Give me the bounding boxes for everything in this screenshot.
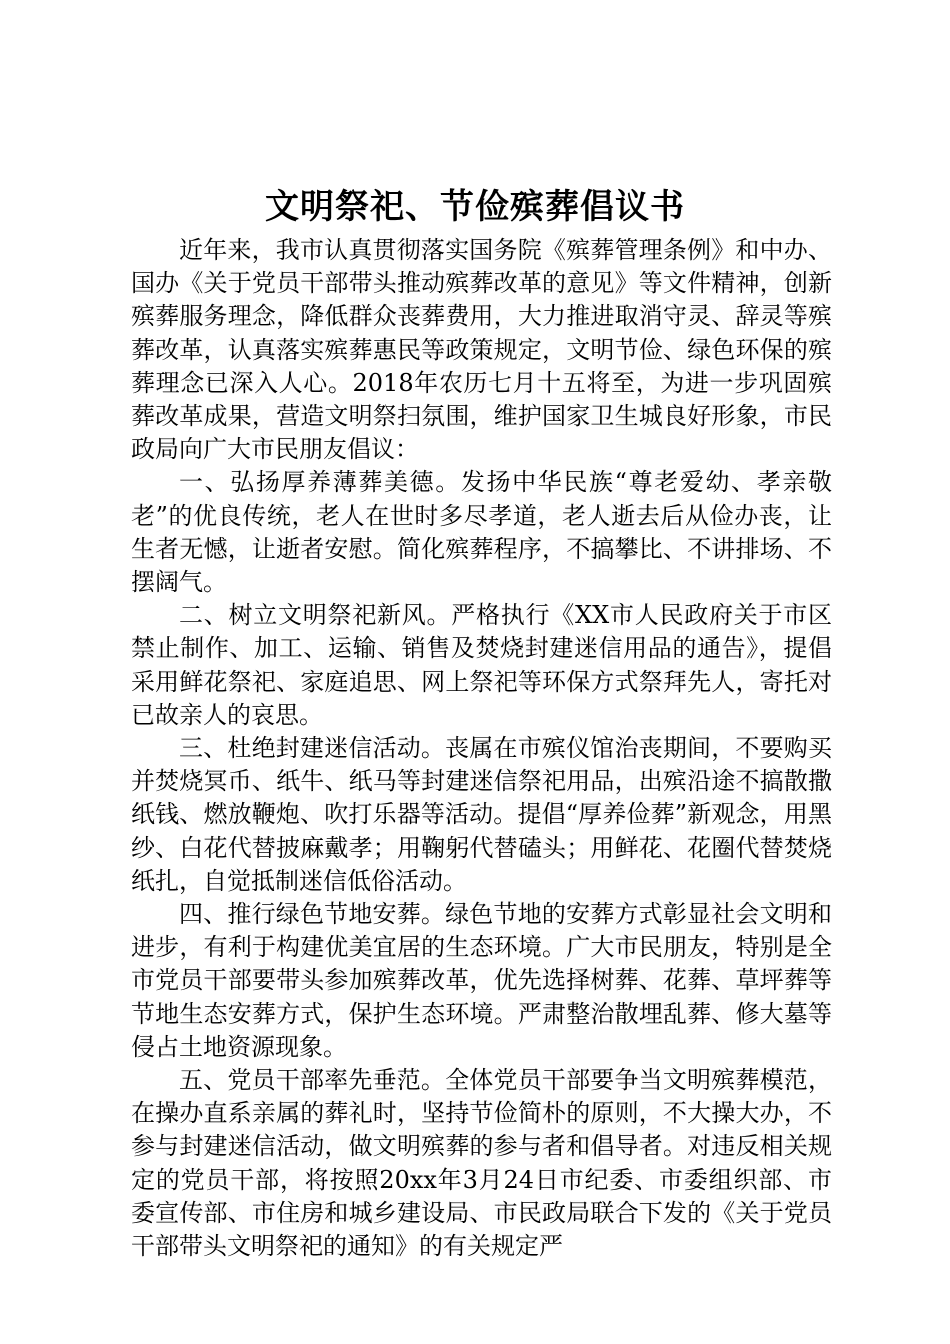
paragraph-intro: 近年来，我市认真贯彻落实国务院《殡葬管理条例》和中办、国办《关于党员干部带头推动殡葬改革的意见》等文件精神，创新殡葬服务理念，降低群众丧葬费用，大力推进取消守灵、辞灵等殡葬改革，认真落实殡葬惠民等政策规定，文明节俭、绿色环保的殡葬理念已深入人心。2018年农历七月十五将至，为进一步巩固殡葬改革成果，营造文明祭扫氛围，维护国家卫生城良好形象，市民政局向广大市民朋友倡议： <box>131 236 832 464</box>
paragraph-item-4: 四、推行绿色节地安葬。绿色节地的安葬方式彰显社会文明和进步，有利于构建优美宜居的生态环境。广大市民朋友，特别是全市党员干部要带头参加殡葬改革，优先选择树葬、花葬、草坪葬等节地生态安葬方式，保护生态环境。严肃整治散埋乱葬、修大墓等侵占土地资源现象。 <box>131 900 832 1061</box>
paragraph-item-3: 三、杜绝封建迷信活动。丧属在市殡仪馆治丧期间，不要购买并焚烧冥币、纸牛、纸马等封建迷信祭祀用品，出殡沿途不搞散撒纸钱、燃放鞭炮、吹打乐器等活动。提倡“厚养俭葬”新观念，用黑纱、白花代替披麻戴孝；用鞠躬代替磕头；用鲜花、花圈代替焚烧纸扎，自觉抵制迷信低俗活动。 <box>131 734 832 895</box>
paragraph-item-1: 一、弘扬厚养薄葬美德。发扬中华民族“尊老爱幼、孝亲敬老”的优良传统，老人在世时多尽孝道，老人逝去后从俭办丧，让生者无憾，让逝者安慰。简化殡葬程序，不搞攀比、不讲排场、不摆阔气。 <box>131 468 832 597</box>
document-title: 文明祭祀、节俭殡葬倡议书 <box>265 187 685 227</box>
paragraph-item-5: 五、党员干部率先垂范。全体党员干部要争当文明殡葬模范，在操办直系亲属的葬礼时，坚持节俭简朴的原则，不大操大办，不参与封建迷信活动，做文明殡葬的参与者和倡导者。对违反相关规定的党员干部，将按照20xx年3月24日市纪委、市委组织部、市委宣传部、市住房和城乡建设局、市民政局联合下发的《关于党员干部带头文明祭祀的通知》的有关规定严 <box>131 1066 832 1261</box>
paragraph-item-2: 二、树立文明祭祀新风。严格执行《XX市人民政府关于市区禁止制作、加工、运输、销售及焚烧封建迷信用品的通告》，提倡采用鲜花祭祀、家庭追思、网上祭祀等环保方式祭拜先人，寄托对已故亲人的哀思。 <box>131 601 832 729</box>
document-body <box>131 234 832 1263</box>
